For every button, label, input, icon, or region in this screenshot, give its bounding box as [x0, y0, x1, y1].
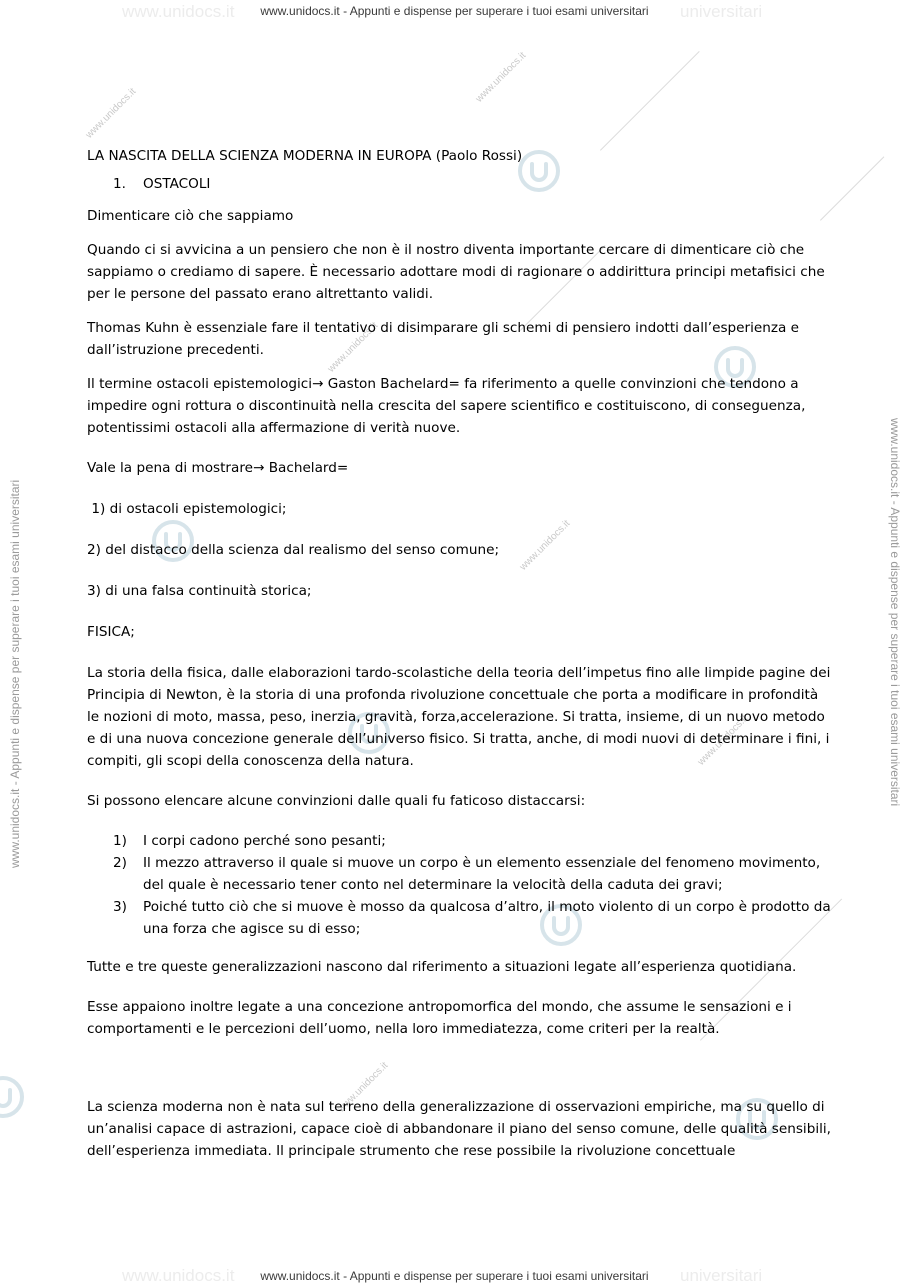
- watermark-header: www.unidocs.it - Appunti e dispense per superare i tuoi esami universitari: [260, 4, 649, 18]
- document-body: [87, 145, 832, 1162]
- watermark-footer: www.unidocs.it - Appunti e dispense per superare i tuoi esami universitari: [260, 1269, 649, 1283]
- paragraph: La scienza moderna non è nata sul terreno della generalizzazione di osservazioni empiriche, ma su quello di un’analisi capace di astrazioni, capace cioè di abbandonare il piano del senso comune, delle qualità sensibili, dell’esperienza immediata. Il principale strumento che rese possibile la rivoluzione concettuale: [87, 1099, 831, 1159]
- unidocs-logo-icon: [0, 1074, 26, 1120]
- list-item: [87, 852, 832, 896]
- watermark-side-left: www.unidocs.it - Appunti e dispense per superare i tuoi esami universitari: [8, 479, 22, 868]
- obstacle-item: 1) di ostacoli epistemologici;: [87, 501, 287, 517]
- section-label-fisica: FISICA;: [87, 624, 135, 640]
- list-item-text: Poiché tutto ciò che si muove è mosso da qualcosa d’altro, il moto violento di un corpo è prodotto da una forza che agisce su di esso;: [143, 899, 831, 937]
- section-number: 1.: [113, 176, 126, 192]
- list-marker: 3): [113, 899, 127, 915]
- paragraph: Esse appaiono inoltre legate a una concezione antropomorfica del mondo, che assume le sensazioni e i comportamenti e le percezioni dell’uomo, nella loro immediatezza, come criteri per la realtà.: [87, 999, 792, 1037]
- paragraph: Si possono elencare alcune convinzioni dalle quali fu faticoso distaccarsi:: [87, 793, 586, 809]
- watermark-side-right: www.unidocs.it - Appunti e dispense per superare i tuoi esami universitari: [888, 418, 902, 807]
- watermark-ghost-right: universitari: [680, 2, 763, 21]
- watermark-ghost-right-bottom: universitari: [680, 1266, 763, 1285]
- convinzioni-list: [87, 830, 832, 940]
- watermark-diagonal: www.unidocs.it: [695, 713, 751, 768]
- obstacle-item: 2) del distacco della scienza dal realismo del senso comune;: [87, 542, 500, 558]
- list-marker: 2): [113, 855, 127, 871]
- list-item: [87, 830, 832, 852]
- paragraph: Vale la pena di mostrare→ Bachelard=: [87, 460, 349, 476]
- paragraph: Tutte e tre queste generalizzazioni nascono dal riferimento a situazioni legate all’esperienza quotidiana.: [87, 959, 797, 975]
- paragraph: Thomas Kuhn è essenziale fare il tentativo di disimparare gli schemi di pensiero indotti dall’esperienza e dall’istruzione precedenti.: [87, 320, 800, 358]
- paragraph: La storia della fisica, dalle elaborazioni tardo-scolastiche della teoria dell’impetus fino alle limpide pagine dei Principia di Newton, è la storia di una profonda rivoluzione concettuale che porta a modificare in profondità le nozioni di moto, massa, peso, inerzia, gravità, forza,accelerazione. Si tratta, insieme, di un nuovo metodo e di una nuova concezione generale dell’universo fisico. Si tratta, anche, di modi nuovi di determinare i fini, i compiti, gli scopi della conoscenza della natura.: [87, 665, 831, 769]
- paragraph: Quando ci si avvicina a un pensiero che non è il nostro diventa importante cercare di dimenticare ciò che sappiamo o crediamo di sapere. È necessario adottare modi di ragionare o addirittura principi metafisici che per le persone del passato erano altrettanto validi.: [87, 242, 825, 302]
- watermark-stroke: [600, 51, 700, 151]
- watermark-diagonal: www.unidocs.it: [335, 1060, 391, 1115]
- watermark-ghost-left: www.unidocs.it: [122, 2, 235, 21]
- section-label: OSTACOLI: [143, 176, 211, 192]
- subheading: Dimenticare ciò che sappiamo: [87, 208, 294, 224]
- watermark-diagonal: www.unidocs.it: [325, 320, 381, 375]
- section-heading: [87, 173, 832, 195]
- list-item-text: I corpi cadono perché sono pesanti;: [143, 833, 386, 849]
- list-item-text: Il mezzo attraverso il quale si muove un corpo è un elemento essenziale del fenomeno movimento, del quale è necessario tener conto nel determinare la velocità della caduta dei gravi;: [143, 855, 821, 893]
- watermark-diagonal: www.unidocs.it: [473, 50, 529, 105]
- list-item: [87, 896, 832, 940]
- watermark-ghost-left-bottom: www.unidocs.it: [122, 1266, 235, 1285]
- list-marker: 1): [113, 833, 127, 849]
- paragraph: Il termine ostacoli epistemologici→ Gaston Bachelard= fa riferimento a quelle convinzioni che tendono a impedire ogni rottura o discontinuità nella crescita del sapere scientifico e costituiscono, di conseguenza, potentissimi ostacoli alla affermazione di verità nuove.: [87, 376, 806, 436]
- watermark-diagonal: www.unidocs.it: [517, 518, 573, 573]
- document-title: LA NASCITA DELLA SCIENZA MODERNA IN EUROPA (Paolo Rossi): [87, 148, 523, 164]
- watermark-diagonal: www.unidocs.it: [83, 86, 139, 141]
- obstacle-item: 3) di una falsa continuità storica;: [87, 583, 312, 599]
